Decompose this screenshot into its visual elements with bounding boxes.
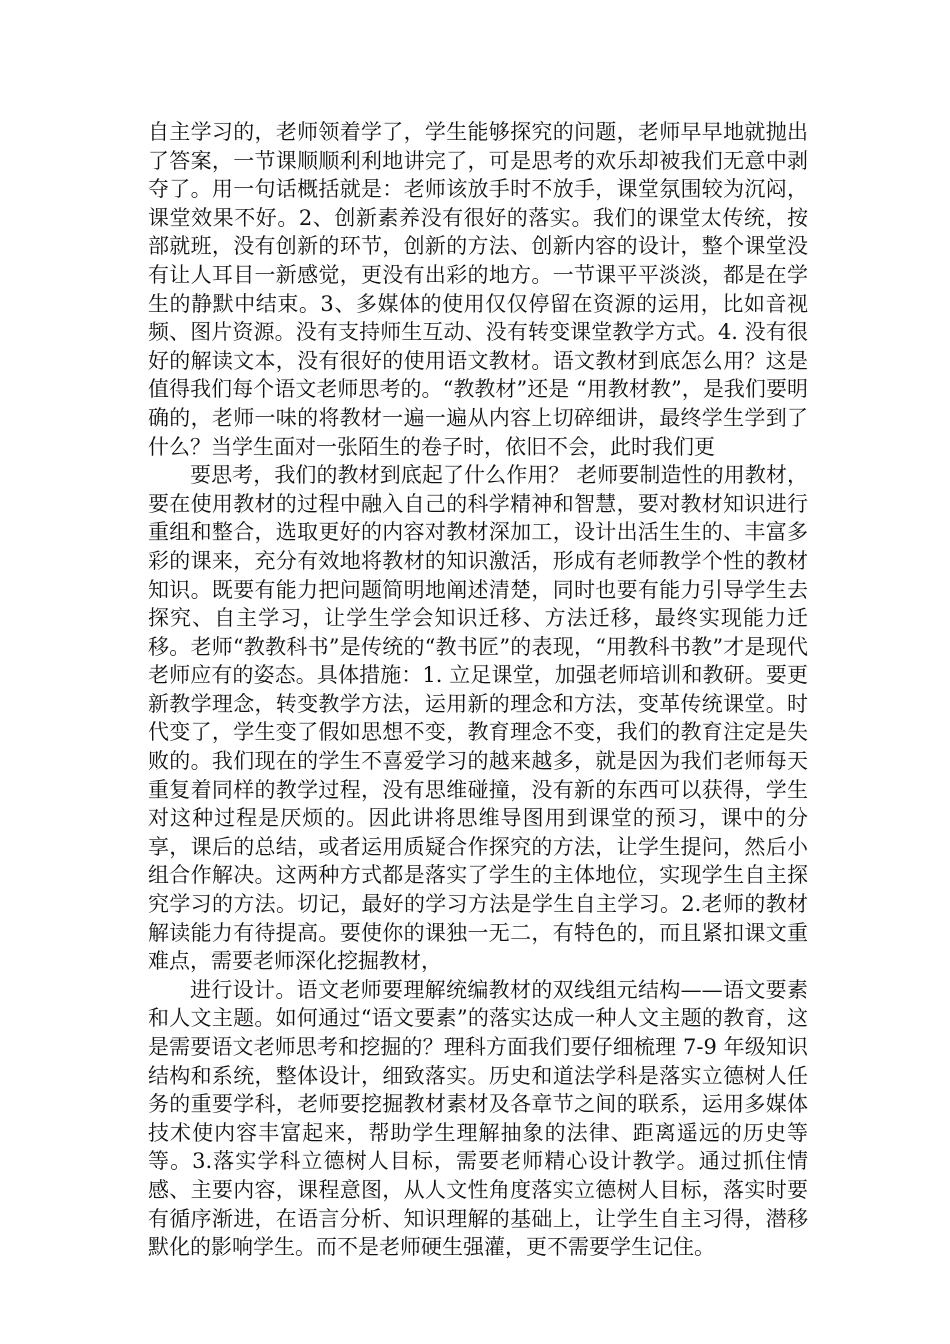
paragraph-3: 进行设计。语文老师要理解统编教材的双线组元结构——语文要素和人文主题。如何通过“语文要素”的落实达成一种人文主题的教育，这是需要语文老师思考和挖掘的？理科方面我们要仔细梳理 7-9 年级知识结构和系统，整体设计，细致落实。历史和道法学科是落实立德树人任务的重要学科，老师要挖掘教材素材及各章节之间的联系，运用多媒体技术使内容丰富起来，帮助学生理解抽象的法律、距离遥远的历史等等。3.落实学科立德树人目标，需要老师精心设计教学。通过抓住情感、主要内容，课程意图，从人文性角度落实立德树人目标，落实时要有循序渐进，在语言分析、知识理解的基础上，让学生自主习得，潜移默化的影响学生。而不是老师硬生强灌，更不需要学生记住。 xyxy=(148,977,808,1260)
paragraph-1: 自主学习的，老师领着学了，学生能够探究的问题，老师早早地就抛出了答案，一节课顺顺利利地讲完了，可是思考的欢乐却被我们无意中剥夺了。用一句话概括就是：老师该放手时不放手，课堂氛围较为沉闷，课堂效果不好。2、创新素养没有很好的落实。我们的课堂太传统，按部就班，没有创新的环节，创新的方法、创新内容的设计，整个课堂没有让人耳目一新感觉，更没有出彩的地方。一节课平平淡淡，都是在学生的静默中结束。3、多媒体的使用仅仅停留在资源的运用，比如音视频、图片资源。没有支持师生互动、没有转变课堂教学方式。4. 没有很好的解读文本，没有很好的使用语文教材。语文教材到底怎么用？这是值得我们每个语文老师思考的。“教教材”还是 “用教材教”，是我们要明确的，老师一味的将教材一遍一遍从内容上切碎细讲，最终学生学到了什么？当学生面对一张陌生的卷子时，依旧不会，此时我们更 xyxy=(148,120,808,459)
paragraph-2: 要思考，我们的教材到底起了什么作用？ 老师要制造性的用教材，要在使用教材的过程中融入自己的科学精神和智慧，要对教材知识进行重组和整合，选取更好的内容对教材深加工，设计出活生生的、丰富多彩的课来，充分有效地将教材的知识激活，形成有老师教学个性的教材知识。既要有能力把问题简明地阐述清楚，同时也要有能力引导学生去探究、自主学习，让学生学会知识迁移、方法迁移，最终实现能力迁移。老师“教教科书”是传统的“教书匠”的表现，“用教科书教”才是现代老师应有的姿态。具体措施：1. 立足课堂，加强老师培训和教研。要更新教学理念，转变教学方法，运用新的理念和方法，变革传统课堂。时代变了，学生变了假如思想不变，教育理念不变，我们的教育注定是失败的。我们现在的学生不喜爱学习的越来越多，就是因为我们老师每天重复着同样的教学过程，没有思维碰撞，没有新的东西可以获得，学生对这种过程是厌烦的。因此讲将思维导图用到课堂的预习，课中的分享，课后的总结，或者运用质疑合作探究的方法，让学生提问，然后小组合作解决。这两种方式都是落实了学生的主体地位，实现学生自主探究学习的方法。切记，最好的学习方法是学生自主学习。2.老师的教材解读能力有待提高。要使你的课独一无二，有特色的，而且紧扣课文重难点，需要老师深化挖掘教材， xyxy=(148,463,808,974)
document-body xyxy=(148,118,808,1262)
